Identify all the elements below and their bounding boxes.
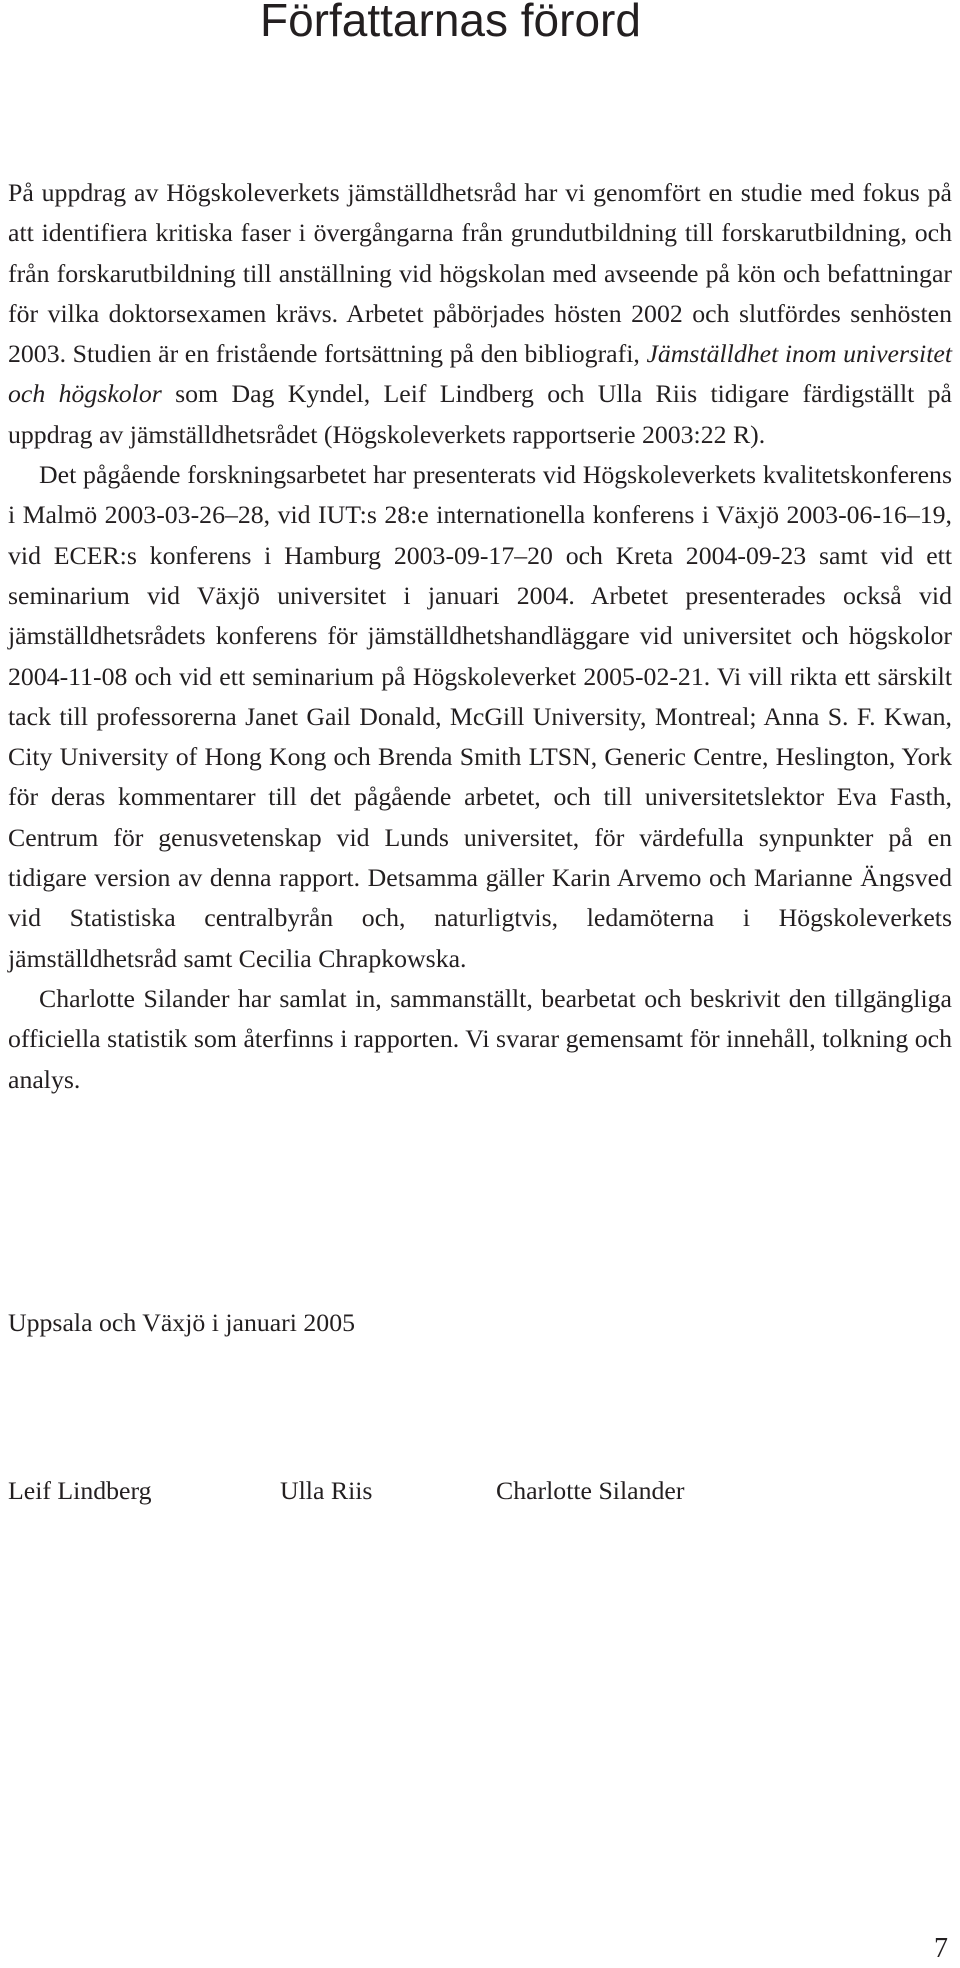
body-text xyxy=(8,173,952,1100)
paragraph-1-italic-title: Jämställdhet inom universitet och högskolor xyxy=(8,339,953,409)
page-title: Författarnas förord xyxy=(260,0,641,46)
place-date: Uppsala och Växjö i januari 2005 xyxy=(8,1308,355,1337)
paragraph-1 xyxy=(8,173,952,455)
signature-charlotte-silander: Charlotte Silander xyxy=(496,1476,685,1505)
paragraph-1-text-end: som Dag Kyndel, Leif Lindberg och Ulla Riis tidigare färdigställt på uppdrag av jämställdhetsrådet (Högskoleverkets rapportserie 2003:22 R). xyxy=(8,379,952,449)
paragraph-1-text-start: På uppdrag av Högskoleverkets jämställdhetsråd har vi genomfört en studie med fokus på att identifiera kritiska faser i övergångarna från grundutbildning till forskarutbildning, och från forskarutbildning till anställning vid högskolan med avseende på kön och befattningar för vilka doktorsexamen krävs. Arbetet påbörjades hösten 2002 och slutfördes senhösten 2003. Studien är en fristående fortsättning på den bibliografi, xyxy=(8,178,952,369)
paragraph-2: Det pågående forskningsarbetet har presenterats vid Högskoleverkets kvalitetskonferens i Malmö 2003-03-26–28, vid IUT:s 28:e internationella konferens i Växjö 2003-06-16–19, vid ECER:s konferens i Hamburg 2003-09-17–20 och Kreta 2004-09-23 samt vid ett seminarium vid Växjö universitet i januari 2004. Arbetet presenterades också vid jämställdhetsrådets konferens för jämställdhetshandläggare vid universitet och högskolor 2004-11-08 och vid ett seminarium på Högskoleverket 2005-02-21. Vi vill rikta ett särskilt tack till professorerna Janet Gail Donald, McGill University, Montreal; Anna S. F. Kwan, City University of Hong Kong och Brenda Smith LTSN, Generic Centre, Heslington, York för deras kommentarer till det pågående arbetet, och till universitetslektor Eva Fasth, Centrum för genusvetenskap vid Lunds universitet, för värdefulla synpunkter på en tidigare version av denna rapport. Detsamma gäller Karin Arvemo och Marianne Ängsved vid Statistiska centralbyrån och, naturligtvis, ledamöterna i Högskoleverkets jämställdhetsråd samt Cecilia Chrapkowska. xyxy=(8,460,952,973)
signature-ulla-riis: Ulla Riis xyxy=(280,1476,373,1505)
paragraph-3: Charlotte Silander har samlat in, sammanställt, bearbetat och beskrivit den tillgängliga officiella statistik som återfinns i rapporten. Vi svarar gemensamt för innehåll, tolkning och analys. xyxy=(8,983,952,1094)
page-number: 7 xyxy=(934,1933,948,1964)
signature-leif-lindberg: Leif Lindberg xyxy=(8,1476,152,1505)
